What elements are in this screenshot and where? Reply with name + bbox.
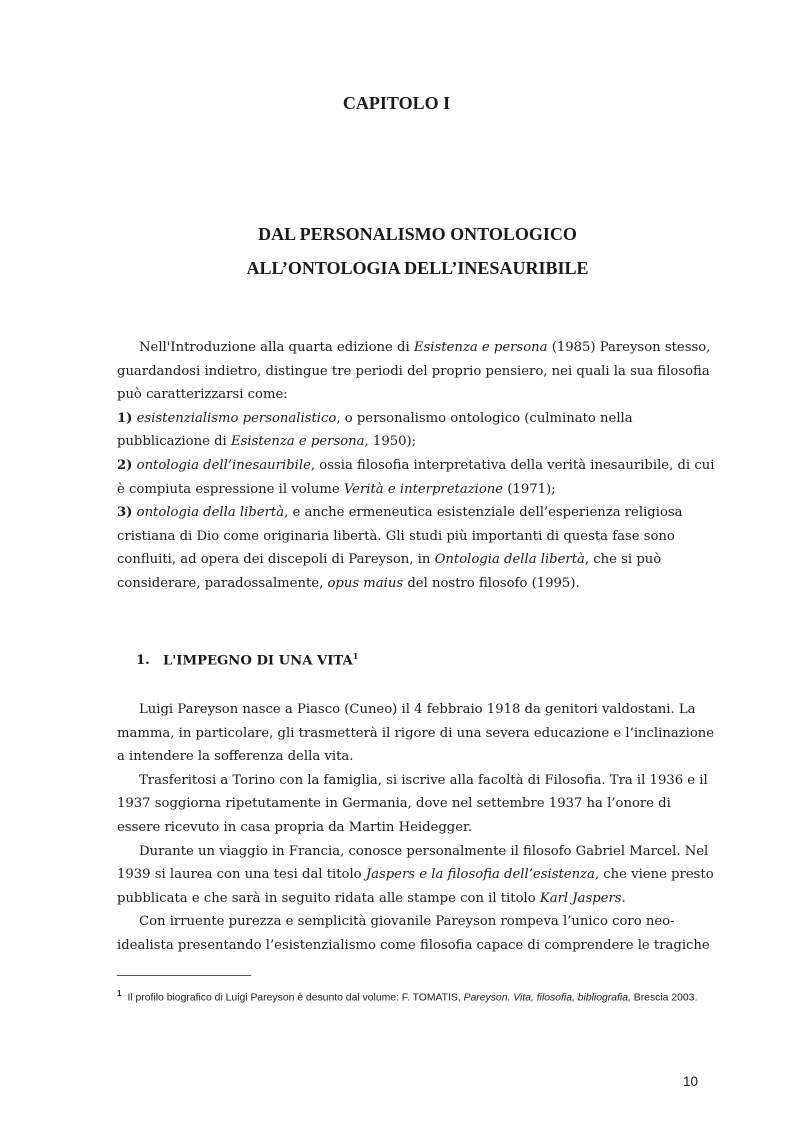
biography-section: [117, 698, 717, 958]
item-number: 2): [117, 457, 133, 473]
book-title: Ontologia della libertà: [434, 552, 585, 568]
item-number: 3): [117, 505, 133, 521]
item-term: ontologia dell’inesauribile: [136, 457, 311, 473]
body-paragraph: Luigi Pareyson nasce a Piasco (Cuneo) il 4 febbraio 1918 da genitori valdostani. La mamma, in particolare, gli trasmetterà il rigore di una severa educazione e l’inclinazione a intendere la sofferenza della vita.: [117, 702, 715, 765]
item-text: , o personalismo ontologico (culminato nella pubblicazione di: [117, 410, 633, 450]
item-text: del nostro filosofo (1995).: [403, 575, 580, 591]
book-title: Karl Jaspers: [539, 890, 622, 906]
chapter-title-line-2: ALL’ONTOLOGIA DELL’INESAURIBILE: [246, 258, 589, 278]
footnote-mark: 1: [117, 989, 122, 998]
intro-section: [117, 336, 717, 596]
section-heading: [136, 651, 358, 668]
period-item-1: [117, 407, 717, 454]
body-text: Durante un viaggio in Francia, conosce personalmente il filosofo Gabriel Marcel. Nel 1939 si laurea con una tesi dal titolo: [117, 843, 709, 883]
section-number: 1.: [136, 653, 150, 669]
body-paragraph: Trasferitosi a Torino con la famiglia, si iscrive alla facoltà di Filosofia. Tra il 1936 e il 1937 soggiorna ripetutamente in Germania, dove nel settembre 1937 ha l’onore di essere ricevuto in casa propria da Martin Heidegger.: [117, 772, 708, 835]
item-text: , ossia filosofia interpretativa della verità inesauribile, di cui è compiuta espressione il volume: [117, 457, 715, 497]
period-item-2: [117, 454, 717, 501]
item-text: , 1950);: [364, 434, 417, 450]
book-title: Esistenza e persona: [413, 340, 548, 355]
book-title: Jaspers e la filosofia dell’esistenza: [365, 867, 595, 883]
body-paragraph: Con irruente purezza e semplicità giovanile Pareyson rompeva l’unico coro neo-idealista presentando l’esistenzialismo come filosofia capace di comprendere le tragiche: [117, 914, 710, 953]
body-paragraph: [117, 840, 717, 911]
intro-text: (1985) Pareyson stesso, guardandosi indietro, distingue tre periodi del proprio pensiero, nei quali la sua filosofia può caratterizzarsi come:: [117, 340, 711, 403]
chapter-title-line-1: DAL PERSONALISMO ONTOLOGICO: [258, 224, 577, 244]
item-text: , e anche ermeneutica esistenziale dell’esperienza religiosa cristiana di Dio come originaria libertà. Gli studi più importanti di questa fase sono confluiti, ad opera dei discepoli di Pareyson, in: [117, 505, 683, 568]
item-term: esistenzialismo personalistico: [136, 410, 337, 426]
footnote-reference[interactable]: 1: [352, 651, 359, 661]
period-item-3: [117, 501, 717, 595]
item-number: 1): [117, 410, 133, 426]
book-title: Verità e interpretazione: [343, 481, 504, 497]
intro-text: Nell'Introduzione alla quarta edizione di: [139, 340, 414, 355]
body-text: .: [621, 890, 626, 906]
item-term: ontologia della libertà: [136, 505, 285, 521]
page-number: 10: [683, 1074, 699, 1089]
item-text: , che si può considerare, paradossalmente,: [117, 552, 662, 591]
footnote-separator: [117, 975, 251, 976]
body-text: , che viene presto pubblicata e che sarà in seguito ridata alle stampe con il titolo: [117, 867, 714, 906]
intro-paragraph: [117, 336, 717, 407]
footnote: [117, 985, 717, 1006]
chapter-heading: CAPITOLO I: [342, 93, 451, 113]
section-title: L'IMPEGNO DI UNA VITA: [163, 653, 353, 669]
footnote-text: Il profilo biografico di Luigi Pareyson è desunto dal volume: F. TOMATIS,: [127, 992, 464, 1004]
footnote-text: Brescia 2003.: [630, 992, 698, 1004]
latin-term: opus maius: [327, 575, 404, 591]
footnote-book-title: Pareyson. Vita, filosofia, bibliografia,: [463, 992, 631, 1004]
book-title: Esistenza e persona: [230, 434, 365, 450]
item-text: (1971);: [503, 481, 556, 497]
